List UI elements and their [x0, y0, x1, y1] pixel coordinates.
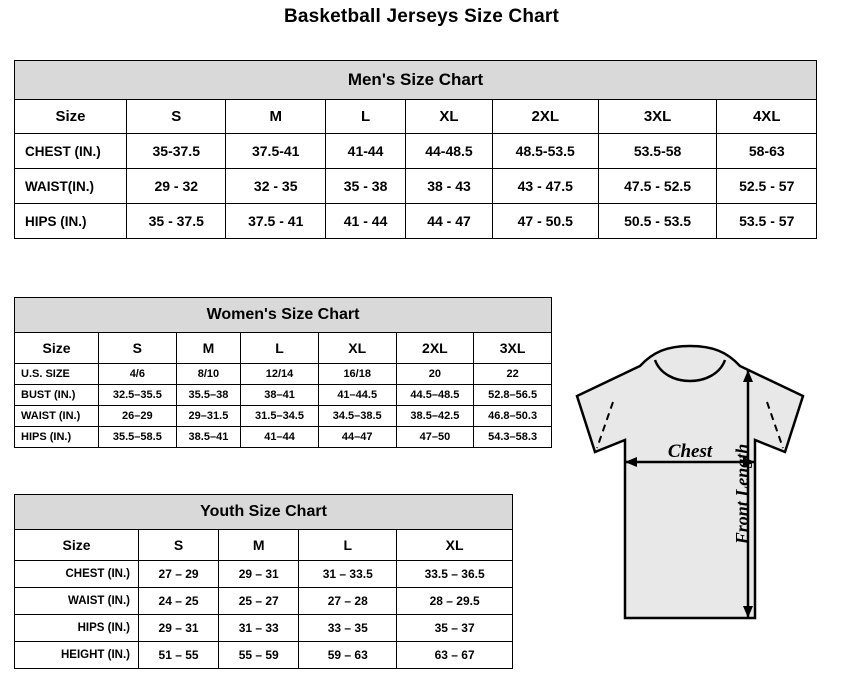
cell-value: 25 – 27 [219, 588, 299, 615]
column-header: XL [318, 333, 396, 364]
cell-value: 33.5 – 36.5 [397, 561, 513, 588]
row-label: WAIST(IN.) [15, 169, 127, 204]
cell-value: 63 – 67 [397, 642, 513, 669]
table-row [15, 385, 552, 406]
row-label: U.S. SIZE [15, 364, 99, 385]
cell-value: 41–44.5 [318, 385, 396, 406]
cell-value: 37.5-41 [226, 134, 325, 169]
cell-value: 38.5–42.5 [396, 406, 474, 427]
cell-value: 53.5-58 [598, 134, 717, 169]
cell-value: 44.5–48.5 [396, 385, 474, 406]
cell-value: 54.3–58.3 [474, 427, 552, 448]
cell-value: 35-37.5 [127, 134, 226, 169]
column-header: M [219, 530, 299, 561]
table-row [15, 561, 513, 588]
row-label: CHEST (IN.) [15, 134, 127, 169]
row-label: WAIST (IN.) [15, 588, 139, 615]
cell-value: 47.5 - 52.5 [598, 169, 717, 204]
cell-value: 27 – 28 [299, 588, 397, 615]
cell-value: 38–41 [241, 385, 319, 406]
table-row [15, 642, 513, 669]
cell-value: 32.5–35.5 [99, 385, 177, 406]
column-header: L [241, 333, 319, 364]
table-row [15, 134, 817, 169]
column-header: L [299, 530, 397, 561]
row-label: HEIGHT (IN.) [15, 642, 139, 669]
table-row [15, 406, 552, 427]
cell-value: 4/6 [99, 364, 177, 385]
youth-section-title: Youth Size Chart [15, 495, 513, 530]
column-header: 2XL [396, 333, 474, 364]
column-header: Size [15, 530, 139, 561]
column-header: S [127, 100, 226, 134]
cell-value: 58-63 [717, 134, 817, 169]
cell-value: 35.5–58.5 [99, 427, 177, 448]
cell-value: 44–47 [318, 427, 396, 448]
column-header: 4XL [717, 100, 817, 134]
cell-value: 41 - 44 [325, 204, 405, 239]
mens-section-title: Men's Size Chart [15, 61, 817, 100]
cell-value: 38.5–41 [176, 427, 240, 448]
jersey-measurement-diagram [545, 330, 835, 660]
table-row [15, 204, 817, 239]
cell-value: 31 – 33.5 [299, 561, 397, 588]
cell-value: 35.5–38 [176, 385, 240, 406]
table-row-header [15, 333, 552, 364]
column-header: L [325, 100, 405, 134]
row-label: HIPS (IN.) [15, 204, 127, 239]
cell-value: 29 – 31 [219, 561, 299, 588]
cell-value: 41-44 [325, 134, 405, 169]
cell-value: 24 – 25 [139, 588, 219, 615]
column-header: S [99, 333, 177, 364]
cell-value: 50.5 - 53.5 [598, 204, 717, 239]
cell-value: 47–50 [396, 427, 474, 448]
table-row-header [15, 530, 513, 561]
cell-value: 35 – 37 [397, 615, 513, 642]
column-header: XL [397, 530, 513, 561]
cell-value: 44-48.5 [406, 134, 493, 169]
jersey-outline [577, 346, 803, 618]
column-header: S [139, 530, 219, 561]
column-header: XL [406, 100, 493, 134]
row-label: HIPS (IN.) [15, 427, 99, 448]
column-header: Size [15, 333, 99, 364]
table-row-section-title [15, 298, 552, 333]
cell-value: 48.5-53.5 [492, 134, 598, 169]
column-header: 3XL [598, 100, 717, 134]
table-row [15, 364, 552, 385]
cell-value: 55 – 59 [219, 642, 299, 669]
cell-value: 59 – 63 [299, 642, 397, 669]
cell-value: 31 – 33 [219, 615, 299, 642]
cell-value: 43 - 47.5 [492, 169, 598, 204]
cell-value: 33 – 35 [299, 615, 397, 642]
column-header: M [226, 100, 325, 134]
table-row [15, 588, 513, 615]
cell-value: 29–31.5 [176, 406, 240, 427]
cell-value: 47 - 50.5 [492, 204, 598, 239]
table-row [15, 169, 817, 204]
row-label: CHEST (IN.) [15, 561, 139, 588]
table-row [15, 615, 513, 642]
cell-value: 37.5 - 41 [226, 204, 325, 239]
column-header: 2XL [492, 100, 598, 134]
cell-value: 44 - 47 [406, 204, 493, 239]
cell-value: 52.8–56.5 [474, 385, 552, 406]
cell-value: 52.5 - 57 [717, 169, 817, 204]
cell-value: 26–29 [99, 406, 177, 427]
womens-size-chart-table [14, 297, 552, 448]
front-length-label: Front Length [732, 443, 752, 545]
cell-value: 20 [396, 364, 474, 385]
cell-value: 46.8–50.3 [474, 406, 552, 427]
cell-value: 22 [474, 364, 552, 385]
row-label: WAIST (IN.) [15, 406, 99, 427]
cell-value: 35 - 37.5 [127, 204, 226, 239]
cell-value: 35 - 38 [325, 169, 405, 204]
table-row-section-title [15, 61, 817, 100]
column-header: M [176, 333, 240, 364]
cell-value: 27 – 29 [139, 561, 219, 588]
cell-value: 34.5–38.5 [318, 406, 396, 427]
cell-value: 53.5 - 57 [717, 204, 817, 239]
row-label: BUST (IN.) [15, 385, 99, 406]
chest-label: Chest [667, 441, 713, 462]
mens-size-chart-table [14, 60, 817, 239]
youth-size-chart-table [14, 494, 513, 669]
table-row-section-title [15, 495, 513, 530]
cell-value: 32 - 35 [226, 169, 325, 204]
cell-value: 51 – 55 [139, 642, 219, 669]
cell-value: 12/14 [241, 364, 319, 385]
cell-value: 31.5–34.5 [241, 406, 319, 427]
cell-value: 8/10 [176, 364, 240, 385]
page-title: Basketball Jerseys Size Chart [283, 6, 560, 27]
column-header: Size [15, 100, 127, 134]
row-label: HIPS (IN.) [15, 615, 139, 642]
cell-value: 29 - 32 [127, 169, 226, 204]
table-row-header [15, 100, 817, 134]
cell-value: 38 - 43 [406, 169, 493, 204]
column-header: 3XL [474, 333, 552, 364]
cell-value: 28 – 29.5 [397, 588, 513, 615]
cell-value: 41–44 [241, 427, 319, 448]
cell-value: 16/18 [318, 364, 396, 385]
table-row [15, 427, 552, 448]
cell-value: 29 – 31 [139, 615, 219, 642]
womens-section-title: Women's Size Chart [15, 298, 552, 333]
